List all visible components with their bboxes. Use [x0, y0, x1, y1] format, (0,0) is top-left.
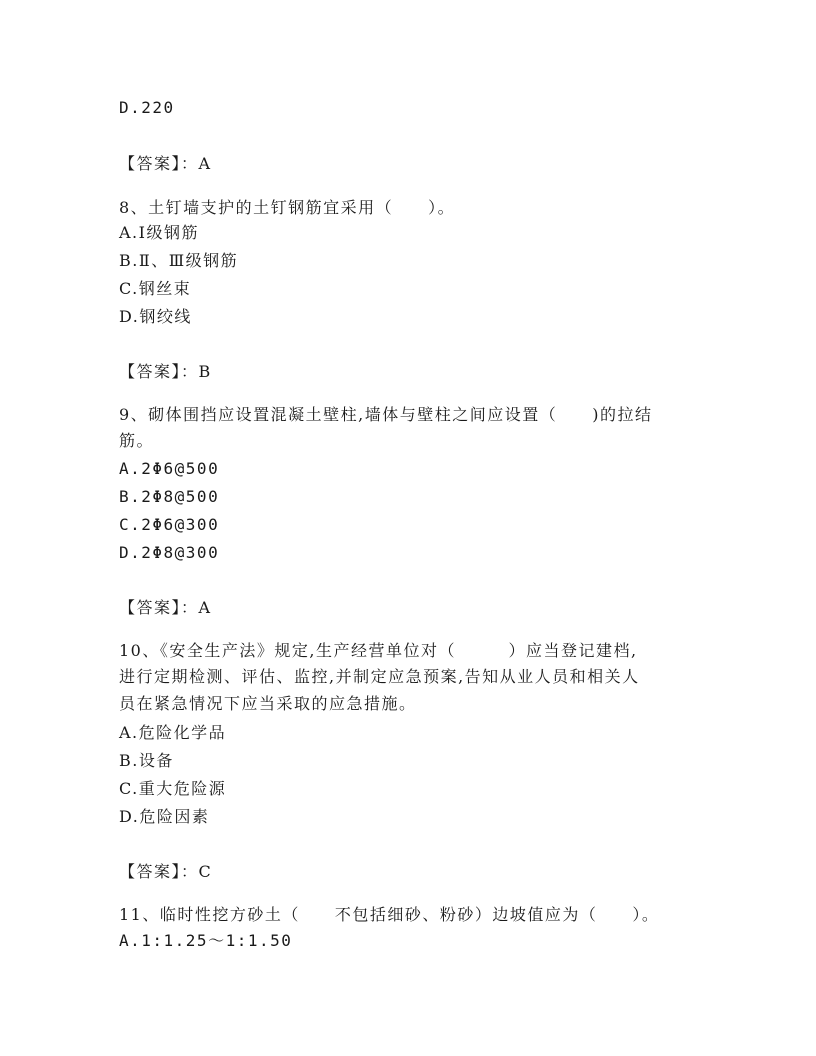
q9-option-a: A.2Φ6@500 [119, 459, 220, 478]
q9-stem-line-1: 9、砌体围挡应设置混凝土壁柱,墙体与壁柱之间应设置（ )的拉结 [119, 405, 653, 424]
q9-option-b: B.2Φ8@500 [119, 487, 220, 506]
q10-option-a: A.危险化学品 [119, 723, 227, 742]
q9-stem-line-2: 筋。 [119, 431, 155, 450]
q11-option-a: A.1:1.25～1:1.50 [119, 931, 293, 950]
q10-answer: 【答案】：C [119, 862, 213, 881]
q9-option-d: D.2Φ8@300 [119, 543, 220, 562]
q10-option-b: B.设备 [119, 751, 174, 770]
q10-stem-line-2: 进行定期检测、评估、监控,并制定应急预案,告知从业人员和相关人 [119, 667, 640, 686]
q8-option-c: C.钢丝束 [119, 279, 192, 298]
q11-stem: 11、临时性挖方砂土（ 不包括细砂、粉砂）边坡值应为（ ）。 [119, 905, 660, 924]
q9-option-c: C.2Φ6@300 [119, 515, 220, 534]
q10-option-c: C.重大危险源 [119, 779, 227, 798]
q8-option-b: B.Ⅱ、Ⅲ级钢筋 [119, 251, 239, 270]
q9-answer: 【答案】：A [119, 598, 212, 617]
q8-option-a: A.Ⅰ级钢筋 [119, 223, 199, 242]
q10-option-d: D.危险因素 [119, 807, 210, 826]
q10-stem-line-3: 员在紧急情况下应当采取的应急措施。 [119, 694, 417, 713]
q8-answer: 【答案】：B [119, 362, 212, 381]
q7-answer: 【答案】：A [119, 154, 212, 173]
q8-stem: 8、土钉墙支护的土钉钢筋宜采用（ ）。 [119, 198, 456, 217]
q8-option-d: D.钢绞线 [119, 307, 192, 326]
q10-stem-line-1: 10、《安全生产法》规定,生产经营单位对（ ）应当登记建档, [119, 641, 638, 660]
q7-option-d: D.220 [119, 98, 175, 117]
